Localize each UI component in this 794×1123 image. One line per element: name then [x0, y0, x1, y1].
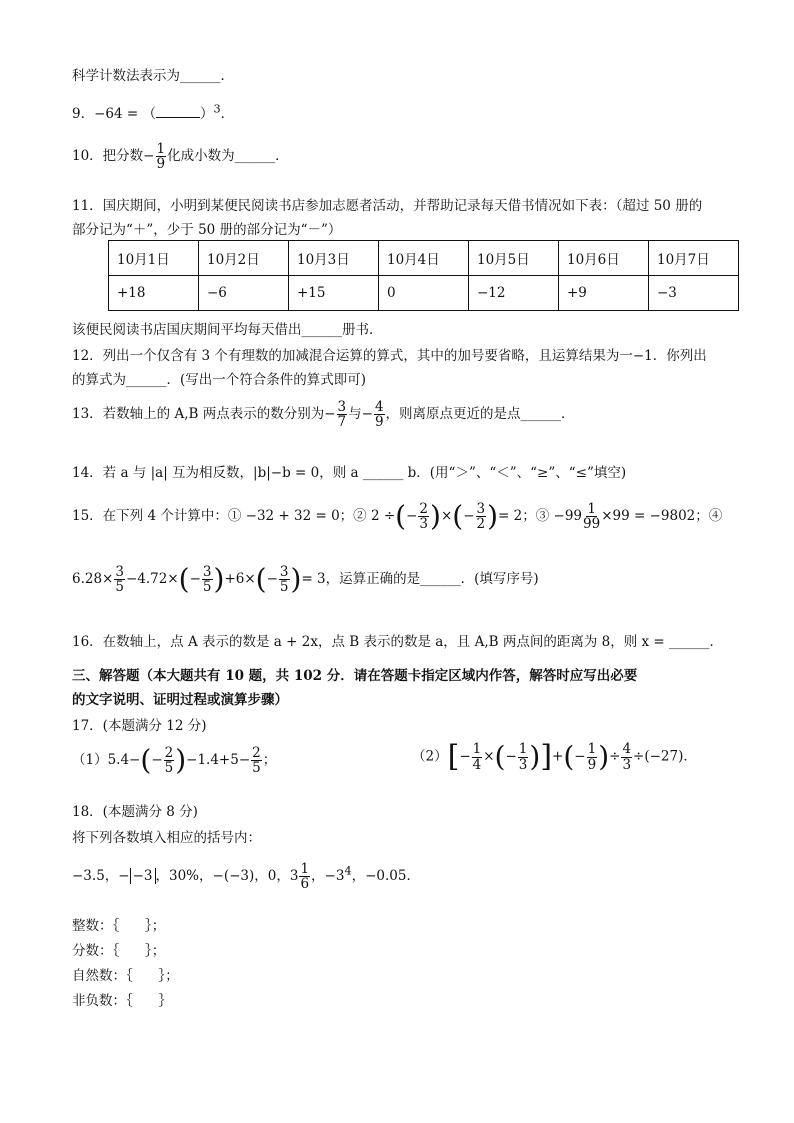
question-11-after: 该便民阅读书店国庆期间平均每天借出______册书． — [72, 322, 383, 338]
table-cell: −12 — [469, 276, 559, 311]
question-12-line-2: 的算式为______．(写出一个符合条件的算式即可) — [72, 372, 367, 388]
set-integers[interactable]: 整数：｛ ｝； — [72, 918, 166, 934]
table-cell: −6 — [199, 276, 289, 311]
question-15-line-1: 15．在下列 4 个计算中：① −32 + 32 = 0；② 2 ÷(− $\frac{2}{3}$ )×(− $\frac{3}{2}$ )= 2；③ −99 $\frac{1}{99}$ ×99 = −9802；④ — [72, 499, 723, 533]
fraction: $\frac{4}{3}$ — [622, 741, 632, 773]
table-cell: −3 — [649, 276, 739, 311]
set-natural-numbers[interactable]: 自然数：｛ ｝； — [72, 968, 179, 984]
table-cell: 0 — [379, 276, 469, 311]
section-3-heading-cont: 的文字说明、证明过程或演算步骤） — [72, 692, 288, 708]
question-14: 14．若 a 与 |a| 互为相反数，|b|−b = 0，则 a ______ b．(用“＞”、“＜”、“≥”、“≤”填空) — [72, 465, 627, 481]
set-fractions[interactable]: 分数：｛ ｝； — [72, 943, 166, 959]
fraction: $\frac{1}{9}$ — [156, 141, 166, 173]
question-11-line-1: 11．国庆期间，小明到某便民阅读书店参加志愿者活动，并帮助记录每天借书情况如下表：（超过 50 册的 — [72, 198, 703, 214]
table-header-cell: 10月1日 — [109, 241, 199, 276]
question-12-line-1: 12．列出一个仅含有 3 个有理数的加减混合运算的算式，其中的加号要省略，且运算结果为一−1．你列出 — [72, 348, 707, 364]
fraction: $\frac{4}{9}$ — [374, 399, 384, 431]
table-header-cell: 10月2日 — [199, 241, 289, 276]
table-header-cell: 10月5日 — [469, 241, 559, 276]
question-18-instructions: 将下列各数填入相应的括号内： — [72, 830, 261, 846]
question-15-line-2: 6.28× $\frac{3}{5}$ −4.72×(− $\frac{3}{5}$ )+6×(− $\frac{3}{5}$ )= 3，运算正确的是______．(填写序号) — [72, 562, 539, 596]
fraction: $\frac{1}{6}$ — [300, 861, 310, 893]
set-non-negative[interactable]: 非负数：｛ ｝ — [72, 993, 172, 1009]
fraction: $\frac{1}{9}$ — [587, 741, 597, 773]
table-cell: +9 — [559, 276, 649, 311]
question-18-head: 18．(本题满分 8 分) — [72, 804, 198, 820]
answer-blank[interactable] — [156, 103, 200, 118]
fraction: $\frac{1}{4}$ — [472, 741, 482, 773]
question-9: 9．−64 = （ ）$^3$． — [72, 102, 235, 122]
fraction: $\frac{1}{3}$ — [518, 741, 528, 773]
question-18-numbers: −3.5，− −3 ，30%，−(−3)，0，3 $\frac{1}{6}$ ，$-3^4$，−0.05． — [72, 861, 420, 893]
question-17-head: 17．(本题满分 12 分) — [72, 718, 207, 734]
fraction: $\frac{1}{99}$ — [583, 501, 601, 533]
fraction: $\frac{3}{2}$ — [476, 501, 486, 533]
table-cell: +15 — [289, 276, 379, 311]
fraction: $\frac{3}{5}$ — [202, 564, 212, 596]
fraction: $\frac{2}{5}$ — [164, 745, 174, 777]
question-13: 13．若数轴上的 A,B 两点表示的数分别为− $\frac{3}{7}$ 与− $\frac{4}{9}$ ，则离原点更近的是点______． — [72, 399, 575, 431]
table-header-cell: 10月6日 — [559, 241, 649, 276]
borrow-table — [108, 240, 739, 311]
q8-tail: 科学计数法表示为______． — [72, 68, 234, 84]
question-11-line-2: 部分记为“＋”，少于 50 册的部分记为“－”） — [72, 222, 342, 238]
section-3-heading: 三、解答题（本大题共有 10 题，共 102 分．请在答题卡指定区域内作答，解答时应写出必要 — [72, 668, 638, 684]
table-header-cell: 10月4日 — [379, 241, 469, 276]
fraction: $\frac{2}{5}$ — [252, 745, 261, 777]
fraction: $\frac{3}{5}$ — [279, 564, 289, 596]
question-16: 16．在数轴上，点 A 表示的数是 a + 2x，点 B 表示的数是 a，且 A,B 两点间的距离为 8，则 x = ______． — [72, 634, 724, 650]
fraction: $\frac{2}{3}$ — [419, 501, 429, 533]
table-header-cell: 10月7日 — [649, 241, 739, 276]
table-row-values — [109, 276, 739, 311]
fraction: $\frac{3}{5}$ — [115, 564, 124, 596]
table-row-header — [109, 241, 739, 276]
question-17-part-2: （2）[− $\frac{1}{4}$ ×(− $\frac{1}{3}$ )]+(− $\frac{1}{9}$ )÷ $\frac{4}{3}$ ÷(−27)． — [412, 739, 697, 774]
table-cell: +18 — [109, 276, 199, 311]
question-17-part-1: （1）5.4−(− $\frac{2}{5}$ )−1.4+5− $\frac{2}{5}$ ； — [72, 743, 277, 777]
table-header-cell: 10月3日 — [289, 241, 379, 276]
question-10: 10．把分数− $\frac{1}{9}$ 化成小数为______． — [72, 141, 289, 173]
fraction: $\frac{3}{7}$ — [337, 399, 347, 431]
